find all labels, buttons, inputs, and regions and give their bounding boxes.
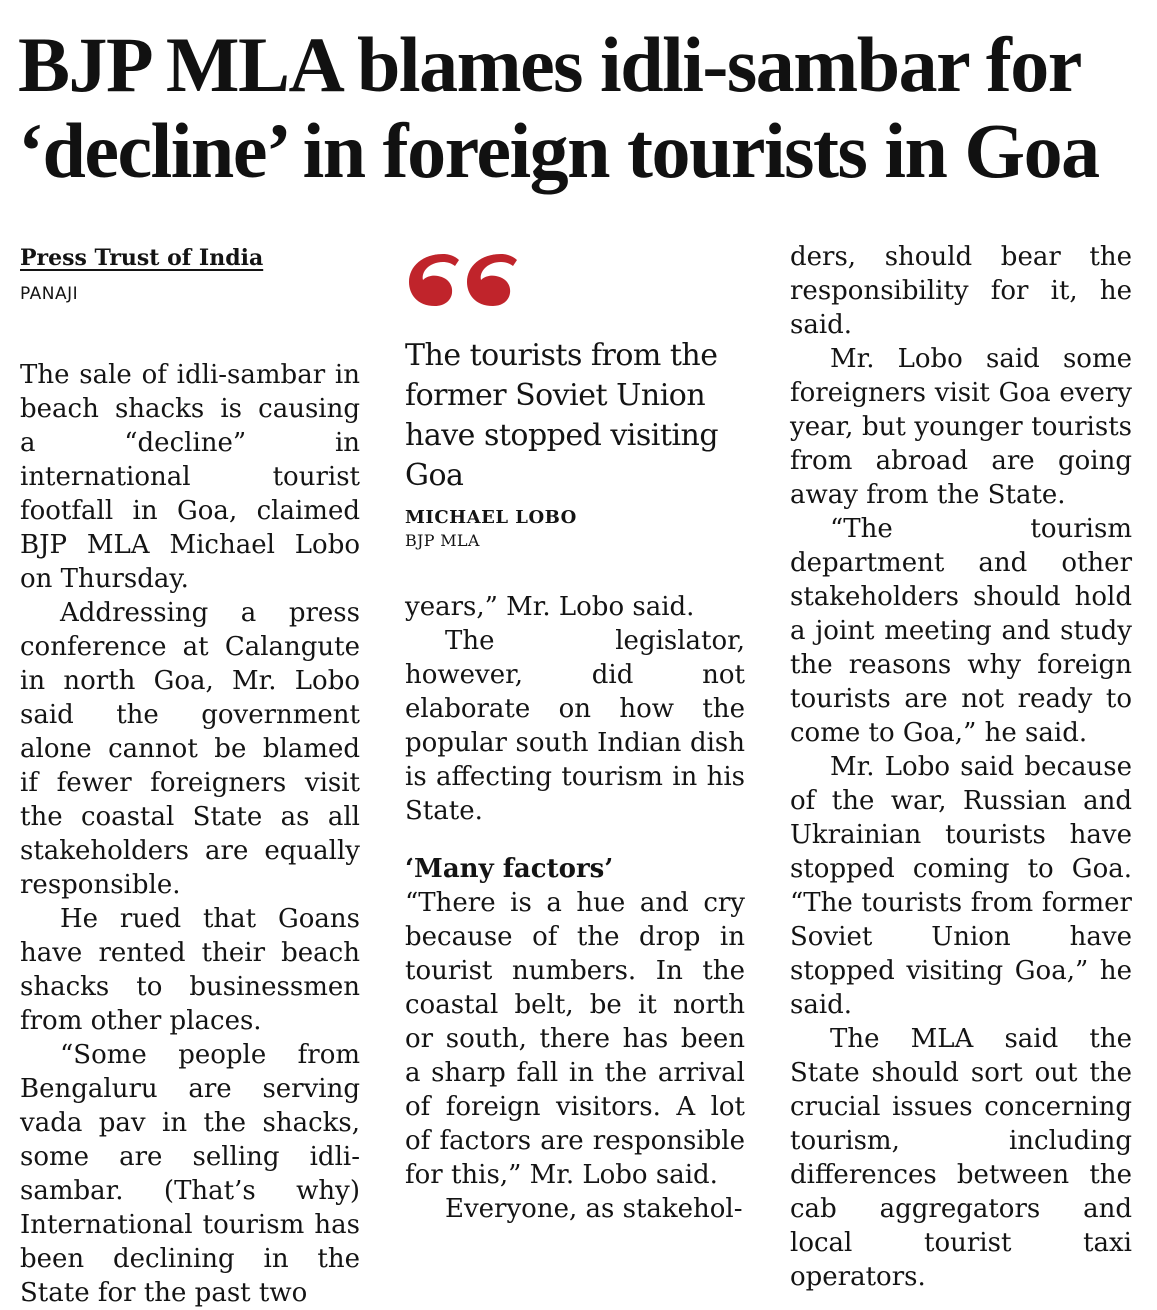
paragraph-1: The sale of idli-sambar in beach shacks is causing a “decline” in international tourist footfall in Goa, claimed BJP MLA Michael Lobo on Thursday. [20,360,360,594]
headline-line-1: BJP MLA blames idli-sambar for [18,21,1081,108]
paragraph-5: The legislator, however, did not elaborate on how the popular south Indian dish is affecting tourism in his State. [405,626,745,826]
paragraph-6: “There is a hue and cry because of the drop in tourist numbers. In the coastal belt, be it north or south, there has been a sharp fall in the arrival of foreign visitors. A lot of factors are responsible for this,” Mr. Lobo said. [405,888,745,1190]
paragraph-10: Mr. Lobo said because of the war, Russian and Ukrainian tourists have stopped coming to Goa. “The tourists from former Soviet Union have stopped visiting Goa,” he said. [790,752,1132,1020]
paragraph-9: “The tourism department and other stakeholders should hold a joint meeting and study the reasons why foreign tourists are not ready to come to Goa,” he said. [790,514,1132,748]
byline-agency: Press Trust of India [20,245,264,271]
article-column-1 [20,240,360,1310]
subhead: ‘Many factors’ [405,854,614,884]
paragraph-11: The MLA said the State should sort out the crucial issues concerning tourism, including differences between the cab aggregators and local tourist taxi operators. [790,1024,1132,1292]
headline [18,22,1148,194]
dateline: PANAJI [20,284,79,304]
headline-line-2: ‘decline’ in foreign tourists in Goa [18,107,1099,194]
article-column-3 [790,240,1132,1294]
paragraph-2: Addressing a press conference at Calangute in north Goa, Mr. Lobo said the government alone cannot be blamed if fewer foreigners visit the coastal State as all stakeholders are equally responsible. [20,598,360,900]
article-column-2 [405,240,745,1226]
paragraph-4: “Some people from Bengaluru are serving vada pav in the shacks, some are selling idli-sambar. (That’s why) International tourism has been declining in the State for the past two [20,1040,360,1308]
paragraph-8: Mr. Lobo said some foreigners visit Goa every year, but younger tourists from abroad are going away from the State. [790,344,1132,510]
paragraph-7-continued: ders, should bear the responsibility for it, he said. [790,242,1132,340]
paragraph-3: He rued that Goans have rented their beach shacks to businessmen from other places. [20,904,360,1036]
pull-quote-role: BJP MLA [405,531,480,550]
quote-marks-icon [405,248,525,318]
paragraph-4-continued: years,” Mr. Lobo said. [405,592,695,622]
pull-quote-text: The tourists from the former Soviet Union have stopped visiting Goa [405,338,719,493]
pull-quote-speaker: MICHAEL LOBO [405,507,577,528]
paragraph-7: Everyone, as stakehol- [445,1194,743,1224]
